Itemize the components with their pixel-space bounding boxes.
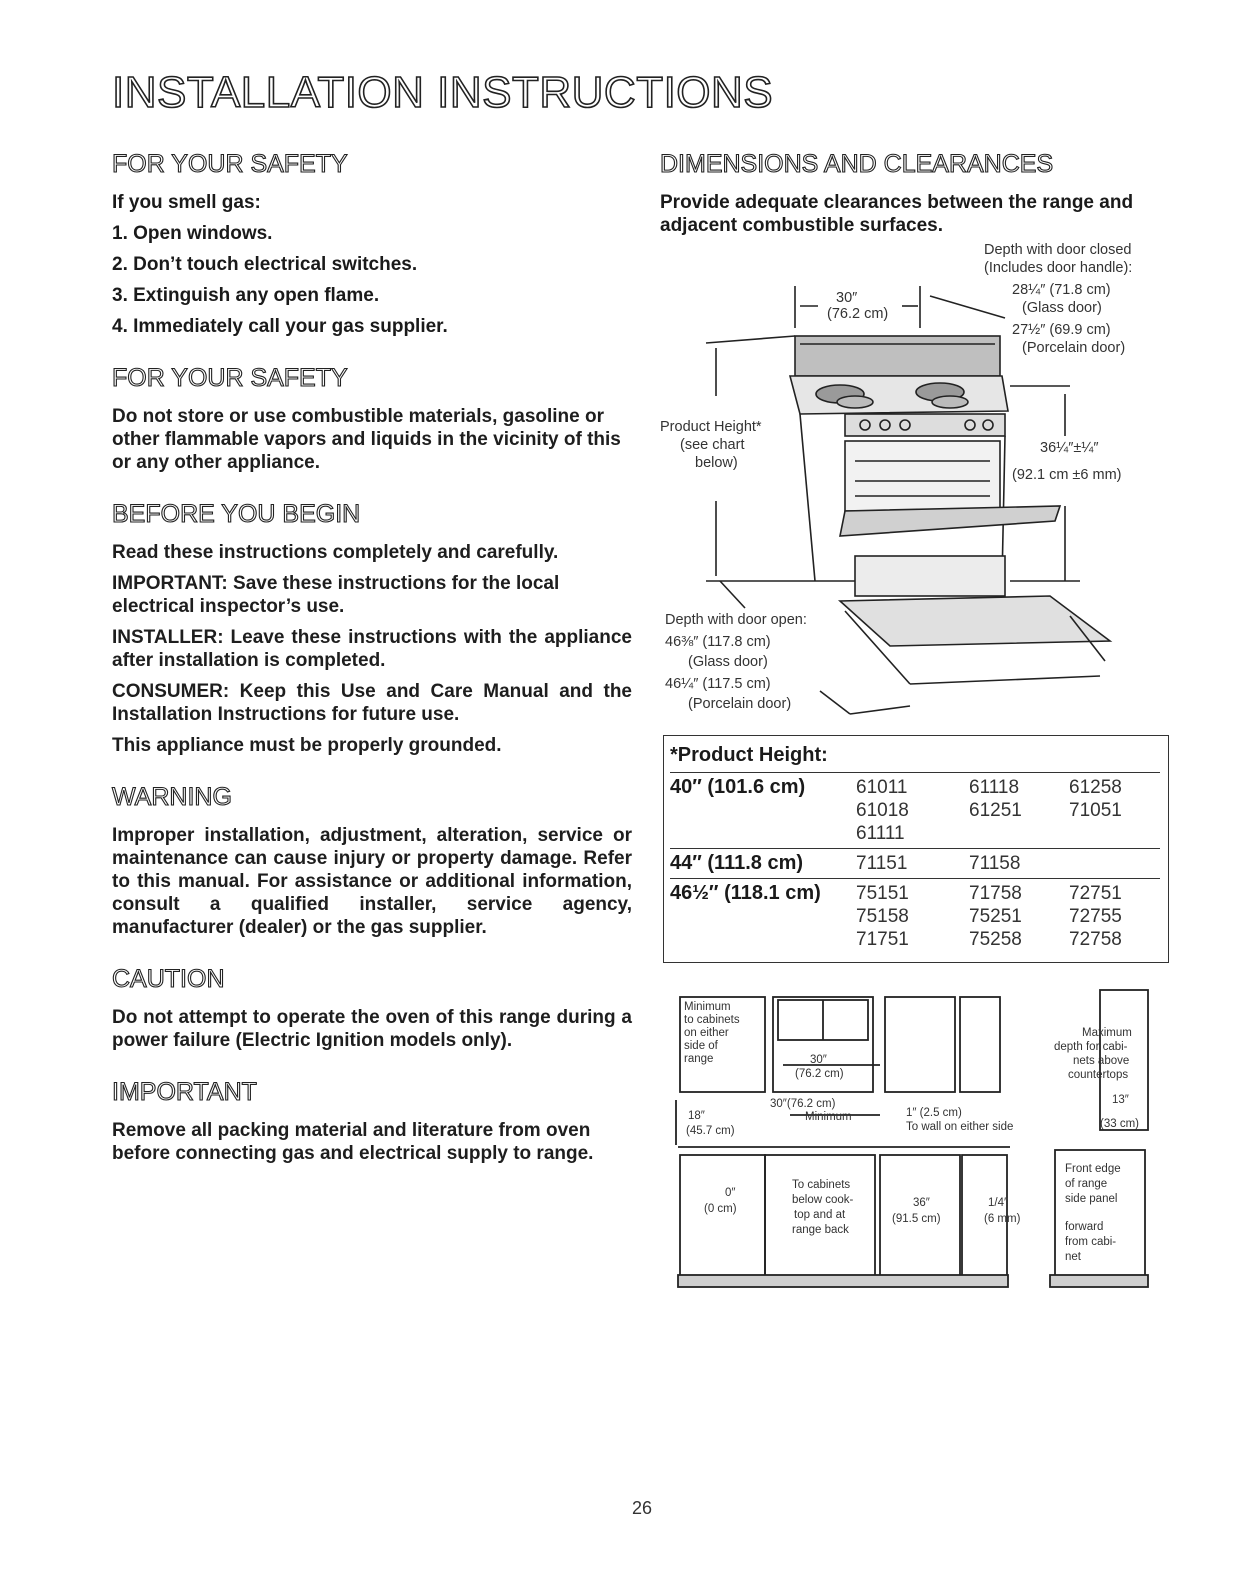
page-title: INSTALLATION INSTRUCTIONS	[112, 68, 774, 117]
table-divider	[670, 878, 1160, 879]
max-depth-label: Maximum	[1082, 1027, 1132, 1039]
model-number: 71051	[1069, 800, 1122, 821]
model-number: 71151	[856, 853, 908, 874]
model-number: 61111	[856, 823, 905, 844]
read-instructions-text: Read these instructions completely and carefully.	[112, 542, 559, 563]
model-number: 61011	[856, 777, 908, 798]
product-height-note: (see chart	[680, 437, 745, 453]
height-18-metric: (45.7 cm)	[686, 1125, 735, 1137]
list-item: 1. Open windows.	[112, 223, 273, 244]
model-number: 61251	[969, 800, 1022, 821]
installer-text: INSTALLER: Leave these instructions with the appliance after installation is completed.	[112, 627, 632, 671]
model-number: 61118	[969, 777, 1020, 798]
list-item: 2. Don’t touch electrical switches.	[112, 254, 418, 275]
width-label: 30″	[836, 290, 858, 306]
min-cabinets-label: to cabinets	[684, 1014, 740, 1026]
storage-warning-text: Do not store or use combustible materials, gasoline or other flammable vapors and liquids in the vicinity of this or any other appliance.	[112, 406, 621, 473]
section-heading-warning: WARNING	[112, 783, 232, 811]
quarter-inch-label: 1/4″	[988, 1197, 1009, 1209]
section-heading-important: IMPORTANT	[112, 1078, 257, 1106]
max-depth-note: nets above	[1073, 1055, 1130, 1067]
width-min-label: 30″(76.2 cm)	[770, 1098, 836, 1110]
min-cabinets-label: side of	[684, 1040, 718, 1052]
left-column	[112, 150, 632, 1191]
front-edge-note: net	[1065, 1251, 1081, 1263]
width-top-metric: (76.2 cm)	[795, 1068, 844, 1080]
before-you-begin-section	[112, 500, 632, 757]
one-inch-note: To wall on either side	[906, 1121, 1014, 1133]
depth-porcelain-label: (Porcelain door)	[1022, 340, 1126, 356]
table-row-label: 46½″ (118.1 cm)	[670, 882, 821, 904]
to-cabinets-note: top and at	[794, 1209, 846, 1221]
model-number: 72758	[1069, 929, 1122, 950]
depth-13-label: 13″	[1112, 1094, 1129, 1106]
depth-porcelain-value: 27½″ (69.9 cm)	[1012, 322, 1111, 338]
quarter-inch-metric: (6 mm)	[984, 1213, 1021, 1225]
front-edge-note: of range	[1065, 1178, 1108, 1190]
depth-glass-value: 28¼″ (71.8 cm)	[1012, 282, 1111, 298]
warning-text: Improper installation, adjustment, alteration, service or maintenance can cause injury or property damage. Refer to this manual. For assistance or additional information, consult a qualified installer, service agency, manufacturer (dealer) or the gas supplier.	[112, 825, 632, 938]
model-number: 61018	[856, 800, 909, 821]
depth-open-porcelain-value: 46¼″ (117.5 cm)	[665, 676, 771, 692]
caution-text: Do not attempt to operate the oven of this range during a power failure (Electric Ignition models only).	[112, 1007, 632, 1051]
front-edge-label: Front edge	[1065, 1163, 1121, 1175]
cabinet-clearance-diagram	[670, 985, 1170, 1295]
height-36-metric: (91.5 cm)	[892, 1213, 941, 1225]
max-depth-note: depth for cabi-	[1054, 1041, 1128, 1053]
caution-section	[112, 965, 632, 1052]
gas-intro: If you smell gas:	[112, 192, 261, 213]
safety-section-gas	[112, 150, 632, 338]
to-cabinets-note: range back	[792, 1224, 849, 1236]
important-save-text: IMPORTANT: Save these instructions for the local electrical inspector’s use.	[112, 573, 560, 617]
important-text: Remove all packing material and literature from oven before connecting gas and electrical supply to range.	[112, 1120, 594, 1164]
depth-closed-label: Depth with door closed	[984, 242, 1132, 258]
consumer-text: CONSUMER: Keep this Use and Care Manual and the Installation Instructions for future use.	[112, 681, 632, 725]
model-number: 72751	[1069, 883, 1122, 904]
max-depth-note: countertops	[1068, 1069, 1129, 1081]
product-height-label: Product Height*	[660, 419, 762, 435]
section-heading-safety: FOR YOUR SAFETY	[112, 150, 348, 178]
depth-glass-label: (Glass door)	[1022, 300, 1102, 316]
table-title: *Product Height:	[670, 744, 828, 766]
important-section	[112, 1078, 632, 1165]
depth-open-porcelain-label: (Porcelain door)	[688, 696, 792, 712]
model-number: 61258	[1069, 777, 1122, 798]
product-height-table	[663, 735, 1169, 963]
model-number: 71158	[969, 853, 1021, 874]
dimensions-intro: Provide adequate clearances between the range and adjacent combustible surfaces.	[660, 192, 1134, 236]
depth-open-glass-value: 46⅜″ (117.8 cm)	[665, 634, 771, 650]
right-column	[660, 150, 1190, 241]
model-number: 71751	[856, 929, 909, 950]
cooktop-height-metric: (92.1 cm ±6 mm)	[1012, 467, 1122, 483]
min-cabinets-label: Minimum	[684, 1001, 731, 1013]
cooktop-height-value: 36¼″±¼″	[1040, 440, 1099, 456]
front-edge-note: forward	[1065, 1221, 1104, 1233]
section-heading-before: BEFORE YOU BEGIN	[112, 500, 361, 528]
width-min-note: Minimum	[805, 1111, 852, 1123]
range-dimension-diagram	[640, 236, 1200, 726]
section-heading-dimensions: DIMENSIONS AND CLEARANCES	[660, 150, 1054, 178]
model-number: 75258	[969, 929, 1022, 950]
list-item: 3. Extinguish any open flame.	[112, 285, 380, 306]
table-row-label: 40″ (101.6 cm)	[670, 776, 806, 798]
section-heading-caution: CAUTION	[112, 965, 225, 993]
min-cabinets-label: on either	[684, 1027, 729, 1039]
front-edge-note: side panel	[1065, 1193, 1118, 1205]
table-row-label: 44″ (111.8 cm)	[670, 852, 804, 874]
model-number: 75151	[856, 883, 909, 904]
product-height-note: below)	[695, 455, 738, 471]
to-cabinets-note: below cook-	[792, 1194, 854, 1206]
model-number: 75158	[856, 906, 909, 927]
safety-section-storage	[112, 364, 632, 474]
front-edge-note: from cabi-	[1065, 1236, 1117, 1248]
grounded-text: This appliance must be properly grounded.	[112, 735, 502, 756]
depth-open-glass-label: (Glass door)	[688, 654, 768, 670]
width-metric-label: (76.2 cm)	[827, 306, 889, 322]
zero-metric: (0 cm)	[704, 1203, 737, 1215]
model-number: 72755	[1069, 906, 1122, 927]
model-number: 75251	[969, 906, 1022, 927]
depth-13-metric: (33 cm)	[1100, 1118, 1139, 1130]
min-cabinets-label: range	[684, 1053, 714, 1065]
depth-open-label: Depth with door open:	[665, 612, 807, 628]
warning-section	[112, 783, 632, 939]
width-top-label: 30″	[810, 1054, 827, 1066]
list-item: 4. Immediately call your gas supplier.	[112, 316, 448, 337]
to-cabinets-label: To cabinets	[792, 1179, 851, 1191]
table-divider	[670, 848, 1160, 849]
model-number: 71758	[969, 883, 1022, 904]
height-36-label: 36″	[913, 1197, 930, 1209]
section-heading-safety: FOR YOUR SAFETY	[112, 364, 348, 392]
height-18-label: 18″	[688, 1110, 705, 1122]
table-divider	[670, 772, 1160, 773]
depth-closed-note: (Includes door handle):	[984, 260, 1133, 276]
one-inch-label: 1″ (2.5 cm)	[906, 1107, 962, 1119]
zero-label: 0″	[725, 1187, 736, 1199]
page-number: 26	[632, 1498, 653, 1518]
